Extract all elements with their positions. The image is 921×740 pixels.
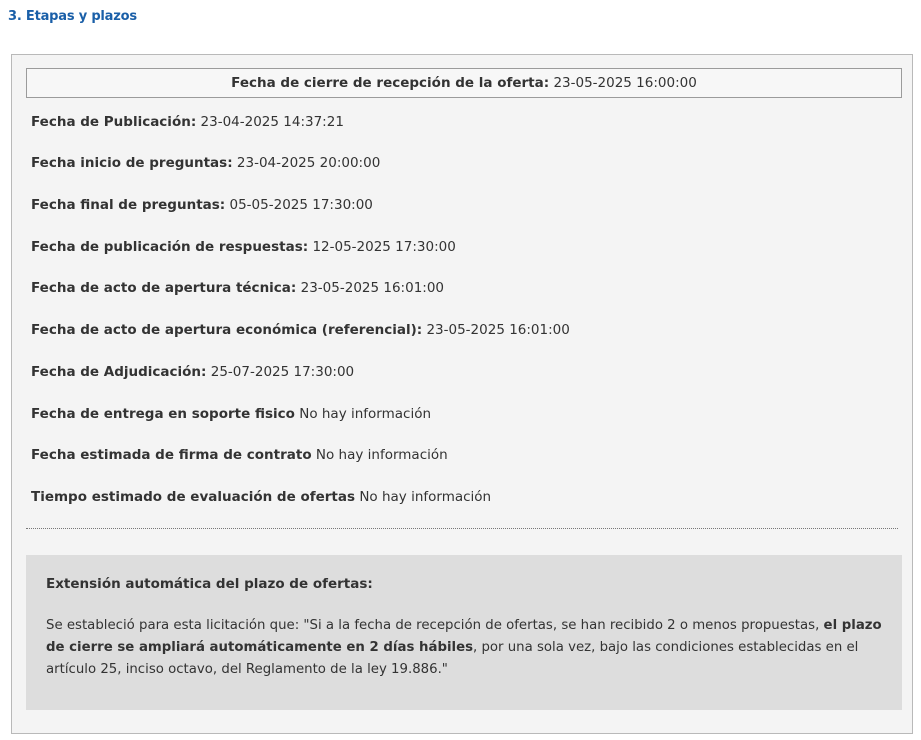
date-label: Fecha inicio de preguntas:: [31, 155, 233, 171]
date-label: Fecha de Publicación:: [31, 114, 197, 130]
date-row-contract-signing: [31, 446, 448, 464]
extension-text-emphasis: el plazo de cierre se ampliará automáticamente en 2 días hábiles: [46, 618, 882, 655]
date-value: 23-05-2025 16:01:00: [426, 322, 570, 338]
date-label: Fecha estimada de firma de contrato: [31, 447, 312, 463]
section-title: 3. Etapas y plazos: [8, 9, 137, 24]
date-value: 25-07-2025 17:30:00: [210, 364, 355, 380]
automatic-extension-text: [46, 615, 886, 681]
dotted-divider: [26, 528, 898, 529]
date-row-answers-publication: [31, 238, 456, 256]
date-value: 12-05-2025 17:30:00: [312, 239, 456, 255]
date-label: Tiempo estimado de evaluación de ofertas: [31, 489, 356, 505]
date-label: Fecha de publicación de respuestas:: [31, 239, 309, 255]
date-label: Fecha de acto de apertura técnica:: [31, 280, 297, 296]
automatic-extension-title: Extensión automática del plazo de ofertas:: [46, 576, 373, 592]
date-value: 23-05-2025 16:01:00: [300, 280, 445, 296]
date-row-technical-opening: [31, 279, 444, 297]
date-label: Fecha final de preguntas:: [31, 197, 226, 213]
date-row-award: [31, 363, 354, 381]
date-label: Fecha de entrega en soporte fisico: [31, 406, 295, 422]
stages-panel: [11, 54, 913, 734]
date-value: No hay información: [299, 406, 432, 422]
date-value: No hay información: [315, 447, 448, 463]
closing-date-value: 23-05-2025 16:00:00: [553, 75, 697, 91]
date-row-questions-end: [31, 196, 373, 214]
date-label: Fecha de Adjudicación:: [31, 364, 207, 380]
date-label: Fecha de acto de apertura económica (referencial):: [31, 322, 423, 338]
date-value: 23-04-2025 14:37:21: [200, 114, 344, 130]
date-row-publication: [31, 113, 344, 131]
extension-text-start: Se estableció para esta licitación que: "Si a la fecha de recepción de ofertas, se han recibido 2 o menos propuestas,: [46, 618, 824, 633]
date-value: 05-05-2025 17:30:00: [229, 197, 373, 213]
date-row-questions-start: [31, 154, 380, 172]
date-value: No hay información: [359, 489, 492, 505]
automatic-extension-box: [26, 555, 902, 710]
date-row-economic-opening: [31, 321, 570, 339]
date-row-physical-delivery: [31, 405, 431, 423]
closing-date-box: [26, 68, 902, 98]
date-value: 23-04-2025 20:00:00: [236, 155, 381, 171]
closing-date-label: Fecha de cierre de recepción de la oferta:: [231, 75, 550, 91]
date-row-evaluation-time: [31, 488, 491, 506]
extension-text-end: , por una sola vez, bajo las condiciones establecidas en el artículo 25, inciso octavo, del Reglamento de la ley 19.886.": [46, 640, 859, 677]
